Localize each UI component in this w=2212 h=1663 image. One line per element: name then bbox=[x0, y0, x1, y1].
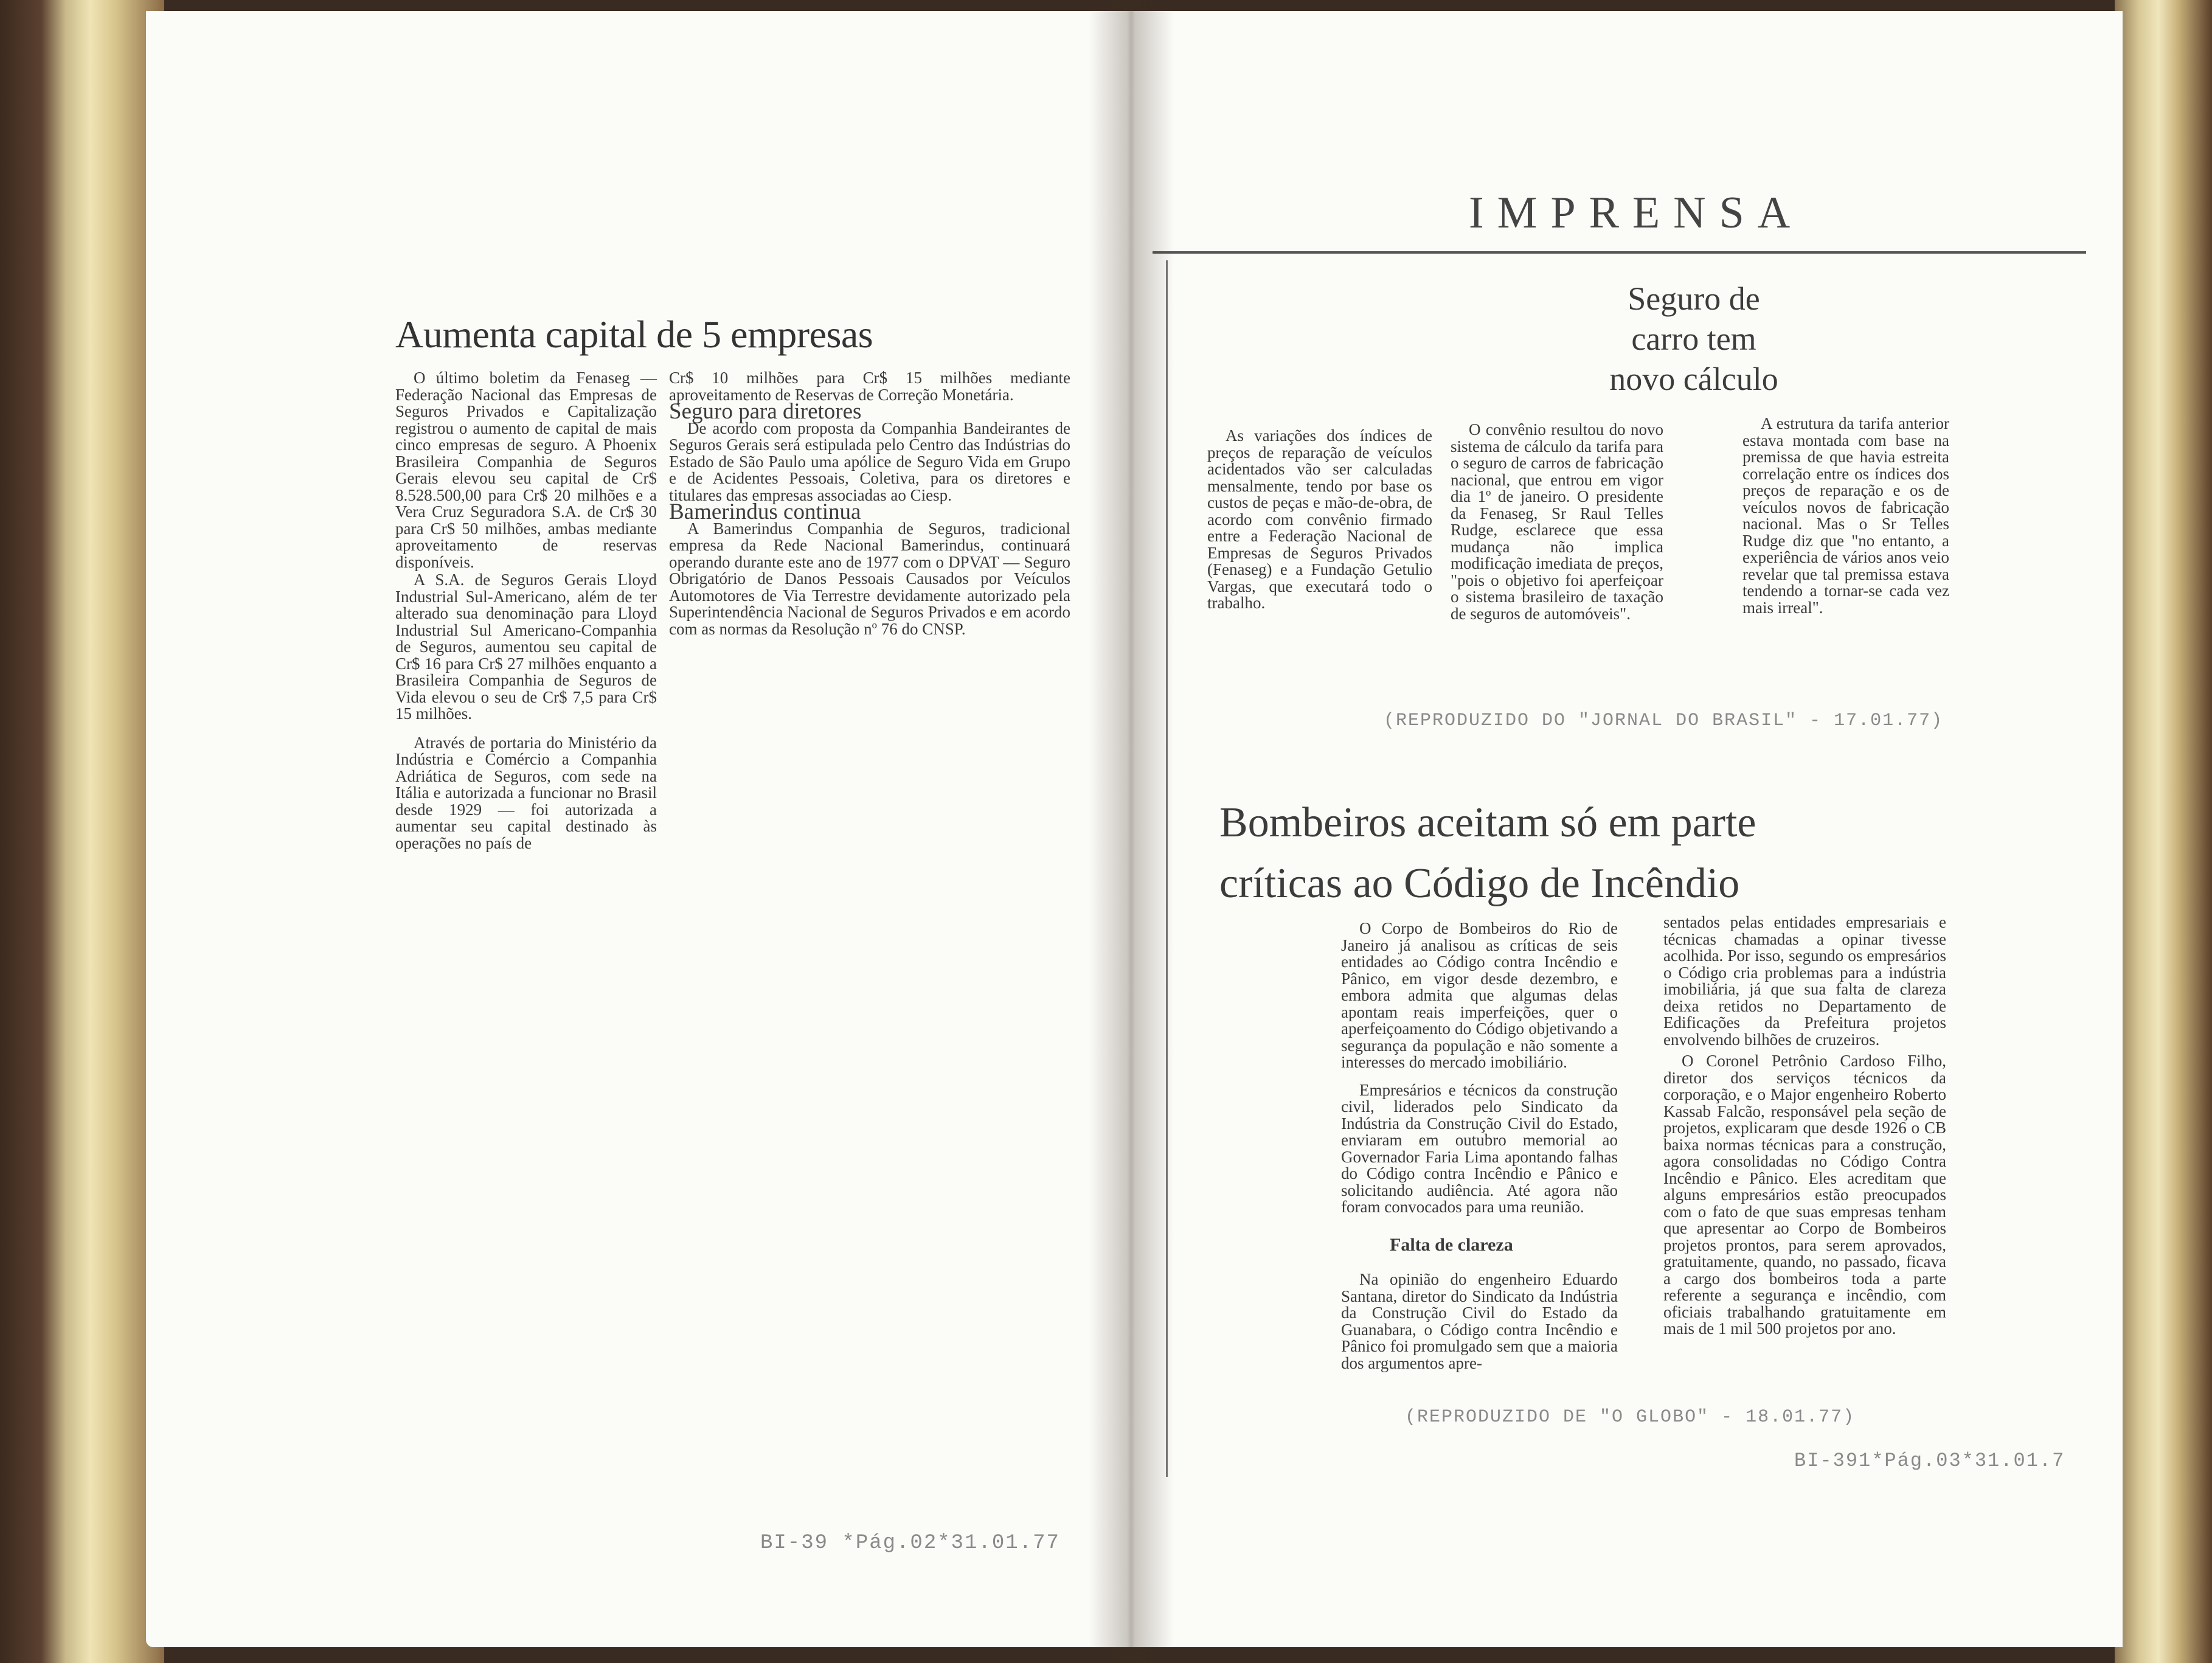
headline-line: carro tem bbox=[1631, 321, 1756, 357]
left-page-footer: BI-39 *Pág.02*31.01.77 bbox=[760, 1532, 1060, 1555]
paragraph: Através de portaria do Ministério da Indústria e Comércio a Companhia Adriática de Seguros, com sede na Itália e autorizada a funcionar no Brasil desde 1929 — foi autorizada a aumentar seu capital destinado às operações no país de bbox=[395, 733, 657, 852]
headline-line: Bombeiros aceitam só em parte bbox=[1219, 799, 1756, 846]
paragraph: Empresários e técnicos da construção civil, liderados pelo Sindicato da Indústria da Construção Civil do Estado, enviaram em outubro memorial ao Governador Faria Lima apontando falhas do Código contra Incêndio e Pânico e solicitando audiência. Até agora não foram convocados para uma reunião. bbox=[1341, 1080, 1618, 1216]
left-page bbox=[146, 11, 1131, 1647]
left-column-1 bbox=[395, 370, 657, 852]
article1-column-3 bbox=[1742, 415, 1949, 616]
paragraph: As variações dos índices de preços de reparação de veículos acidentados vão ser calculadas mensalmente, tendo por base os custos de peças e mão-de-obra, de acordo com convênio firmado entre a Federação Nacional de Empresas de Seguros Privados (Fenaseg) e a Fundação Getulio Vargas, que executará todo o trabalho. bbox=[1207, 426, 1432, 612]
paragraph: O convênio resultou do novo sistema de cálculo da tarifa para o seguro de carros de fabricação nacional, que entrou em vigor dia 1º de janeiro. O presidente da Fenaseg, Sr Raul Telles Rudge, esclarece que essa mudança não implica modificação imediata de preços, "pois o objetivo foi aperfeiçoar o sistema brasileiro de taxação de seguros de automóveis". bbox=[1451, 420, 1663, 623]
article2-column-2 bbox=[1663, 914, 1946, 1338]
imprensa-title: IMPRENSA bbox=[1469, 188, 1804, 238]
left-headline: Aumenta capital de 5 empresas bbox=[395, 313, 873, 356]
article2-column-1 bbox=[1341, 920, 1618, 1372]
right-page-edges bbox=[2115, 0, 2212, 1663]
subheading-bamerindus: Bamerindus continua bbox=[669, 499, 861, 524]
article2-source: (REPRODUZIDO DE "O GLOBO" - 18.01.77) bbox=[1405, 1407, 1856, 1428]
subheading-seguro-diretores: Seguro para diretores bbox=[669, 399, 862, 424]
right-page-footer: BI-391*Pág.03*31.01.7 bbox=[1794, 1449, 2065, 1472]
paragraph: Na opinião do engenheiro Eduardo Santana, diretor do Sindicato da Indústria da Construção Civil do Estado da Guanabara, o Código contra Incêndio e Pânico foi promulgado sem que a maioria dos argumentos apre- bbox=[1341, 1270, 1618, 1372]
article1-column-2 bbox=[1451, 422, 1663, 622]
headline-line: críticas ao Código de Incêndio bbox=[1219, 860, 1740, 907]
paragraph: O Corpo de Bombeiros do Rio de Janeiro já analisou as críticas de seis entidades ao Código contra Incêndio e Pânico, em vigor desde dezembro, e embora admita que algumas delas apontam reais imperfeições, quer o aperfeiçoamento do Código objetivando a segurança da população e não somente a interesses do mercado imobiliário. bbox=[1341, 919, 1618, 1071]
paragraph: De acordo com proposta da Companhia Bandeirantes de Seguros Gerais será estipulada pelo Centro das Indústrias do Estado de São Paulo uma apólice de Seguro Vida em Grupo e de Acidentes Pessoais, Coletiva, para os diretores e titulares das empresas associadas ao Ciesp. bbox=[669, 418, 1070, 504]
article1-source: (REPRODUZIDO DO "JORNAL DO BRASIL" - 17.01.77) bbox=[1384, 710, 1944, 731]
article1-column-1 bbox=[1207, 428, 1432, 612]
paragraph: A S.A. de Seguros Gerais Lloyd Industrial Sul-Americano, além de ter alterado sua denominação para Lloyd Industrial Sul Americano-Companhia de Seguros, aumentou seu capital de Cr$ 16 para Cr$ 27 milhões enquanto a Brasileira Companhia de Seguros de Vida elevou o seu de Cr$ 7,5 para Cr$ 15 milhões. bbox=[395, 571, 657, 723]
headline-line: novo cálculo bbox=[1609, 361, 1778, 397]
paragraph: Cr$ 10 milhões para Cr$ 15 milhões mediante aproveitamento de Reservas de Correção Monetária. bbox=[669, 369, 1070, 404]
header-rule bbox=[1153, 251, 2086, 254]
paragraph: A estrutura da tarifa anterior estava montada com base na premissa de que havia estreita correlação entre os índices dos preços de reparação e os de veículos novos de fabricação nacional. Mas o Sr Telles Rudge diz que "no entanto, a experiência de vários anos veio revelar que tal premissa estava tendendo a tornar-se cada vez mais irreal". bbox=[1742, 414, 1949, 617]
headline-line: Seguro de bbox=[1628, 280, 1760, 317]
right-page bbox=[1128, 11, 2123, 1647]
article1-headline bbox=[1542, 279, 1846, 399]
subheading-falta-clareza: Falta de clareza bbox=[1390, 1234, 1513, 1255]
paragraph: A Bamerindus Companhia de Seguros, tradicional empresa da Rede Nacional Bamerindus, continuará operando durante este ano de 1977 com o DPVAT — Seguro Obrigatório de Danos Pessoais Causados por Veículos Automotores de Via Terrestre devidamente autorizado pela Superintendência Nacional de Seguros Privados e em acordo com as normas da Resolução nº 76 do CNSP. bbox=[669, 519, 1070, 638]
left-column-2 bbox=[669, 370, 1070, 637]
book-gutter bbox=[1089, 0, 1174, 1663]
left-page-edges bbox=[0, 0, 164, 1663]
paragraph: O Coronel Petrônio Cardoso Filho, diretor dos serviços técnicos da corporação, e o Major engenheiro Roberto Kassab Falcão, responsável pela seção de projetos, explicaram que desde 1926 o CB baixa normas técnicas para a construção, agora consolidadas no Código Contra Incêndio e Pânico. Eles acreditam que alguns empresários estão preocupados com o fato de que suas empresas tenham que apresentar ao Corpo de Bombeiros projetos prontos, para serem aprovados, gratuitamente, quando, no passado, ficava a cargo dos bombeiros toda a parte referente a segurança e incêndio, com oficiais trabalhando gratuitamente em mais de 1 mil 500 projetos por ano. bbox=[1663, 1052, 1946, 1338]
article2-headline bbox=[1219, 793, 1858, 914]
paragraph: sentados pelas entidades empresariais e técnicas chamadas a opinar tivesse acolhida. Por isso, segundo os empresários o Código cria problemas para a indústria imobiliária, já que sua falta de clareza deixa retidos no Departamento de Edificações da Prefeitura projetos envolvendo bilhões de cruzeiros. bbox=[1663, 913, 1946, 1049]
paragraph: O último boletim da Fenaseg — Federação Nacional das Empresas de Seguros Privados e Capitalização registrou o aumento de capital de mais cinco empresas de seguro. A Phoenix Brasileira Companhia de Seguros Gerais elevou seu capital de Cr$ 8.528.500,00 para Cr$ 20 milhões e a Vera Cruz Seguradora S.A. de Cr$ 30 para Cr$ 50 milhões, ambas mediante aproveitamento de reservas disponíveis. bbox=[395, 369, 657, 571]
